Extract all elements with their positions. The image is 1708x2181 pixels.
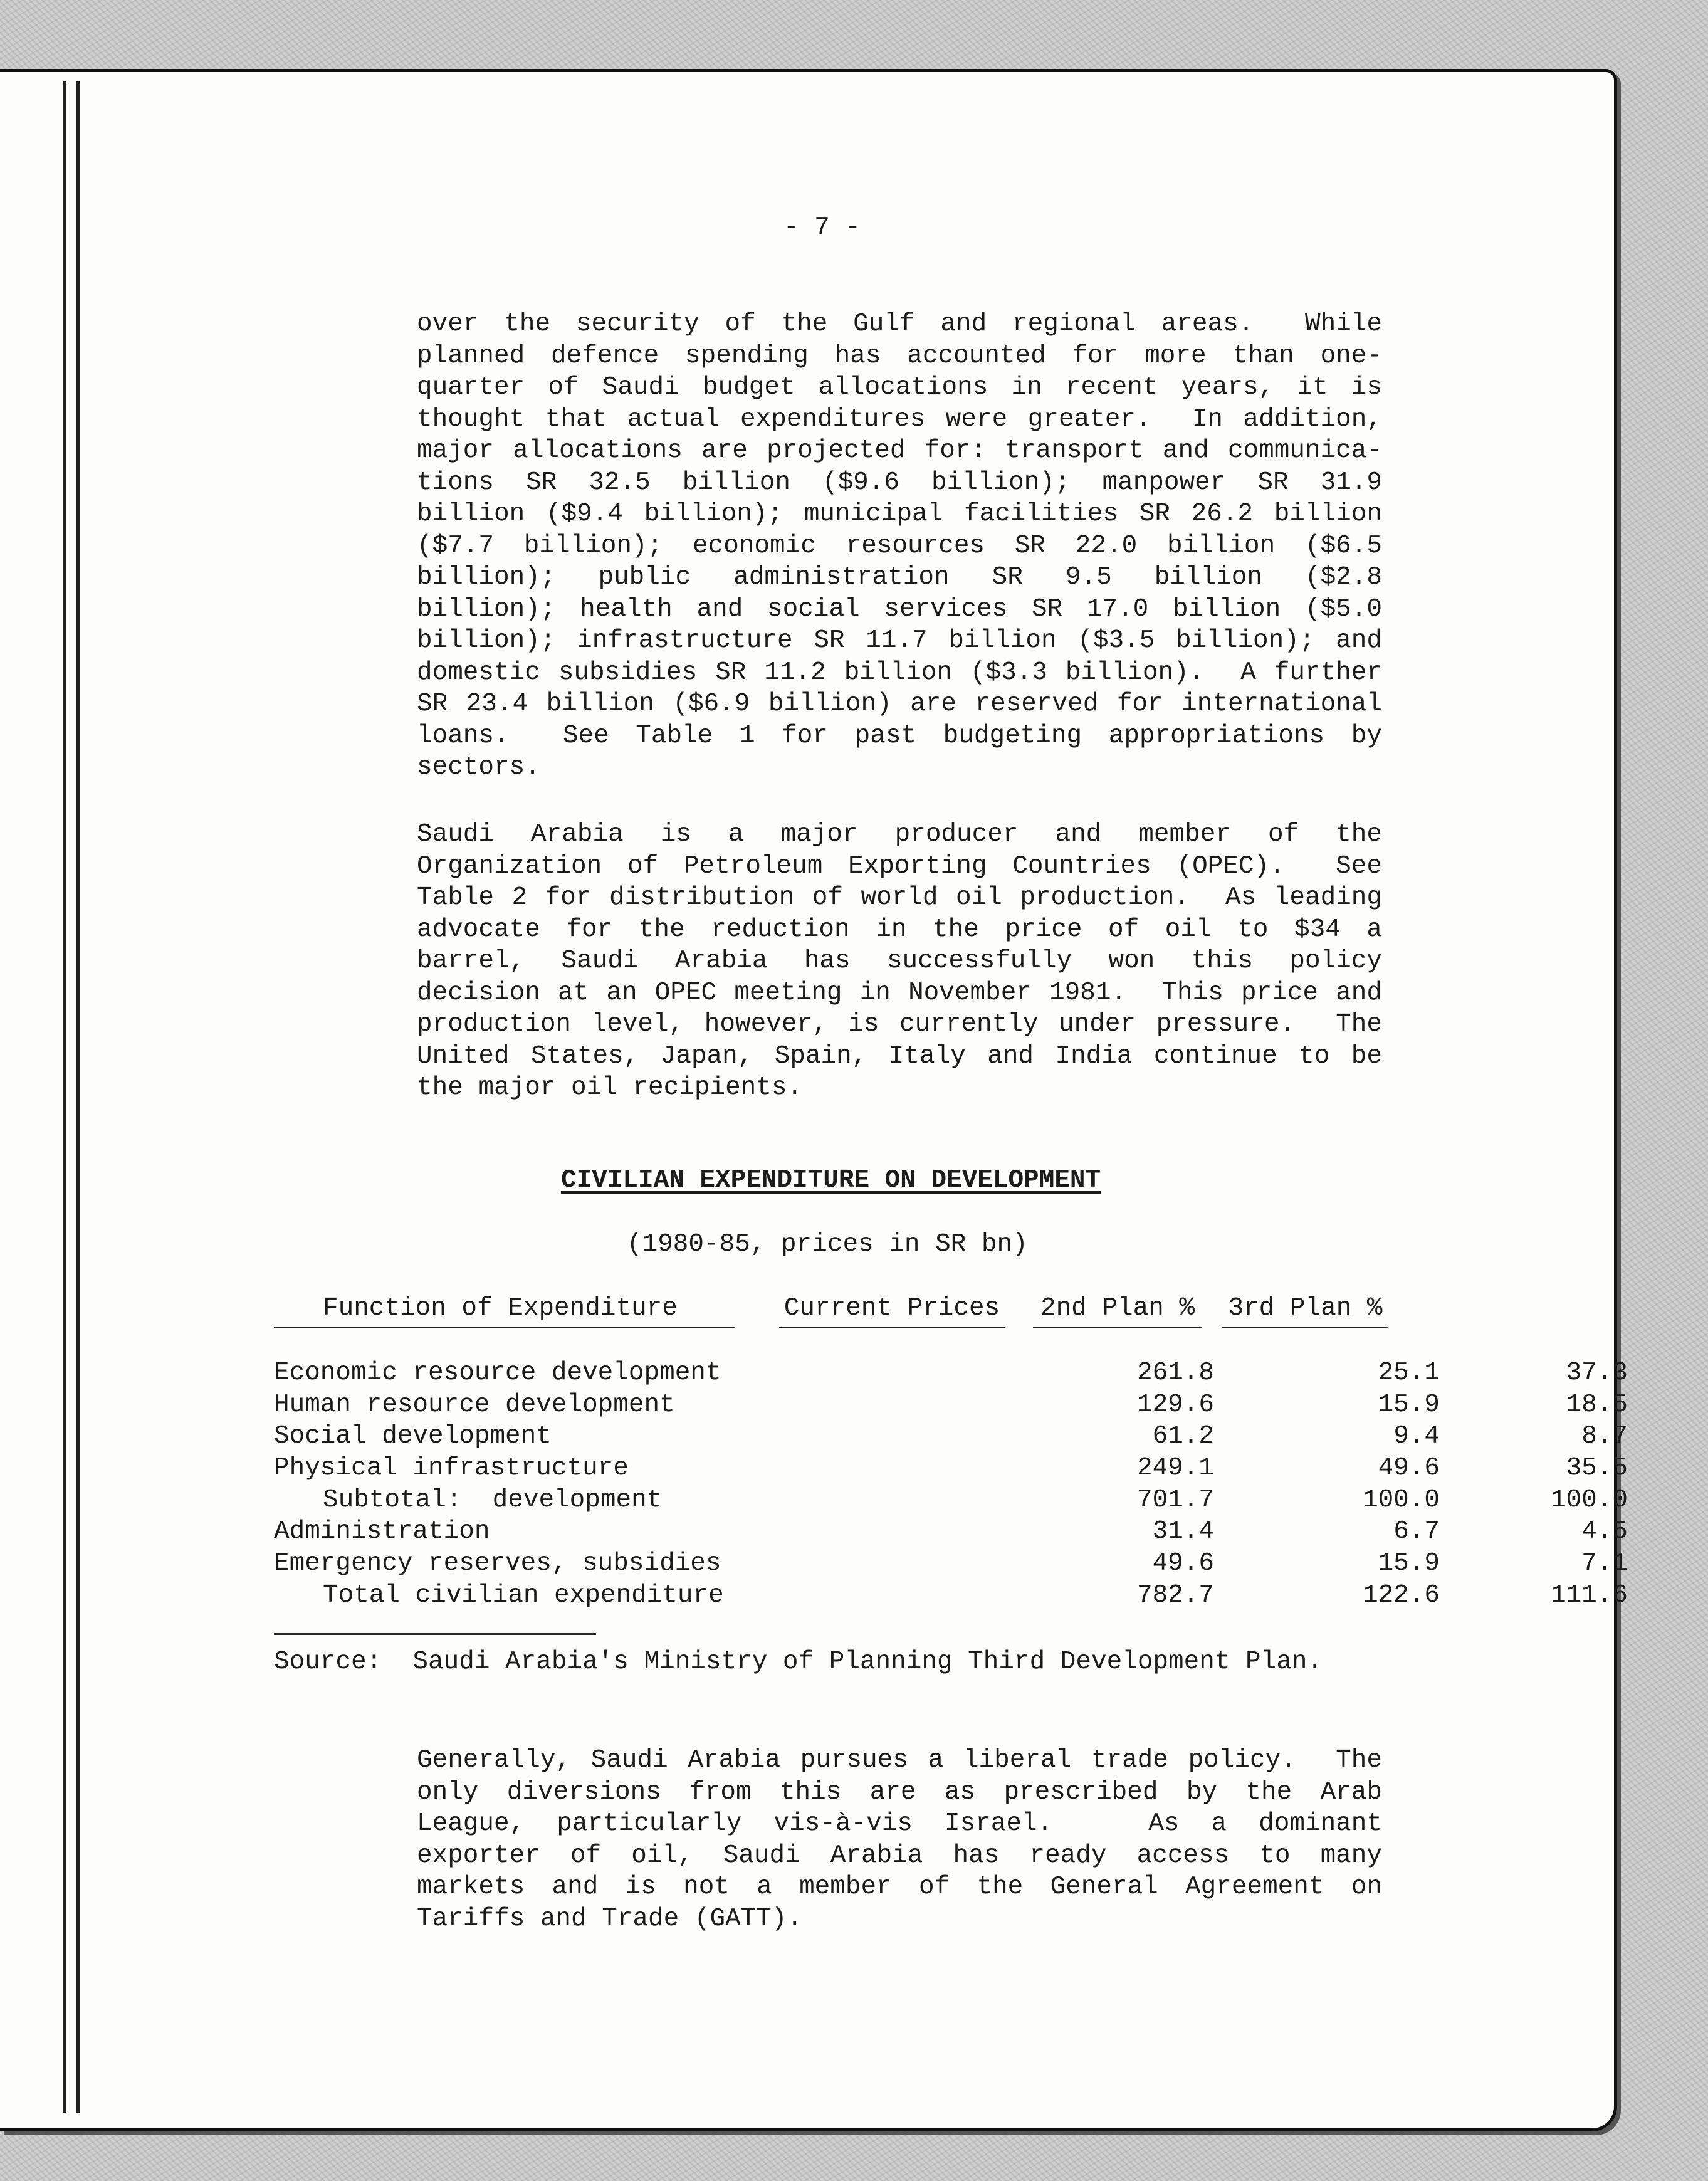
current-prices-cell: 129.6 <box>1136 1390 1214 1419</box>
paragraph-line: exporter of oil, Saudi Arabia has ready access to many <box>417 1841 1382 1870</box>
plan3-cell: 4.5 <box>1581 1517 1628 1547</box>
binding-line <box>63 81 66 2113</box>
paragraph-line: billion); health and social services SR 17.0 billion ($5.0 <box>417 594 1382 624</box>
page-number: - 7 - <box>783 213 861 242</box>
row-label: Emergency reserves, subsidies <box>274 1549 721 1579</box>
paragraph-line: Table 2 for distribution of world oil production. As leading <box>417 883 1382 912</box>
plan3-cell: 18.5 <box>1566 1390 1628 1419</box>
expenditure-table-body <box>274 1359 1628 1613</box>
binding-line <box>76 81 80 2113</box>
paragraph-line: SR 23.4 billion ($6.9 billion) are reserved for international <box>417 690 1382 718</box>
paragraph-line: Saudi Arabia is a major producer and member of the <box>417 820 1382 849</box>
paragraph-line: Tariffs and Trade (GATT). <box>417 1904 803 1933</box>
table-subtitle: (1980-85, prices in SR bn) <box>627 1230 1028 1259</box>
row-label: Administration <box>274 1517 490 1547</box>
table-row <box>274 1422 1628 1454</box>
current-prices-cell: 782.7 <box>1136 1580 1214 1610</box>
plan2-cell: 49.6 <box>1378 1454 1440 1483</box>
footnote-divider <box>274 1633 596 1635</box>
current-prices-cell: 49.6 <box>1152 1549 1214 1579</box>
table-row <box>274 1359 1628 1390</box>
current-prices-cell: 61.2 <box>1152 1422 1214 1451</box>
paragraph-line: advocate for the reduction in the price of oil to $34 a <box>417 915 1382 944</box>
paragraph-line: ($7.7 billion); economic resources SR 22.0 billion ($6.5 <box>417 531 1382 560</box>
paragraph-line: only diversions from this are as prescribed by the Arab <box>417 1777 1382 1807</box>
paragraph-opec <box>417 819 1382 1104</box>
paragraph-line: domestic subsidies SR 11.2 billion ($3.3 billion). A further <box>417 658 1382 687</box>
paragraph-line: barrel, Saudi Arabia has successfully won this policy <box>417 947 1382 975</box>
row-label: Economic resource development <box>274 1359 721 1387</box>
plan2-cell: 122.6 <box>1362 1580 1440 1610</box>
plan3-cell: 100.0 <box>1550 1485 1628 1515</box>
row-label: Physical infrastructure <box>274 1454 629 1483</box>
paragraph-line: quarter of Saudi budget allocations in recent years, it is <box>417 373 1382 402</box>
plan2-cell: 15.9 <box>1378 1549 1440 1579</box>
plan2-cell: 15.9 <box>1378 1390 1440 1419</box>
column-header-current-prices: Current Prices <box>779 1294 1005 1328</box>
paragraph-line: League, particularly vis-à-vis Israel. As a dominant <box>417 1809 1382 1838</box>
table-row <box>274 1549 1628 1581</box>
plan3-cell: 37.3 <box>1566 1359 1628 1387</box>
paragraph-line: Organization of Petroleum Exporting Countries (OPEC). See <box>417 851 1382 881</box>
table-title: CIVILIAN EXPENDITURE ON DEVELOPMENT <box>561 1166 1101 1195</box>
column-header-2nd-plan: 2nd Plan % <box>1033 1294 1202 1328</box>
paragraph-line: the major oil recipients. <box>417 1073 803 1102</box>
plan2-cell: 6.7 <box>1393 1517 1440 1547</box>
table-row <box>274 1454 1628 1486</box>
current-prices-cell: 701.7 <box>1136 1485 1214 1515</box>
current-prices-cell: 249.1 <box>1136 1454 1214 1483</box>
paragraph-line: billion); public administration SR 9.5 billion ($2.8 <box>417 563 1382 592</box>
paragraph-line: major allocations are projected for: transport and communica- <box>417 436 1382 465</box>
paragraph-line: production level, however, is currently under pressure. The <box>417 1010 1382 1039</box>
paragraph-line: billion ($9.4 billion); municipal facilities SR 26.2 billion <box>417 500 1382 528</box>
paragraph-line: United States, Japan, Spain, Italy and India continue to be <box>417 1041 1382 1071</box>
column-header-function: Function of Expenditure <box>274 1294 735 1328</box>
plan2-cell: 9.4 <box>1393 1422 1440 1451</box>
row-label: Social development <box>274 1422 552 1451</box>
paragraph-line: planned defence spending has accounted for more than one- <box>417 341 1382 371</box>
table-row <box>274 1390 1628 1422</box>
paragraph-line: thought that actual expenditures were greater. In addition, <box>417 404 1382 434</box>
paragraph-line: Generally, Saudi Arabia pursues a liberal trade policy. The <box>417 1746 1382 1775</box>
plan2-cell: 100.0 <box>1362 1485 1440 1515</box>
row-label: Total civilian expenditure <box>323 1580 724 1610</box>
plan3-cell: 35.5 <box>1566 1454 1628 1483</box>
plan3-cell: 8.7 <box>1581 1422 1628 1451</box>
paragraph-line: billion); infrastructure SR 11.7 billion ($3.5 billion); and <box>417 626 1382 655</box>
paragraph-line: sectors. <box>417 753 540 782</box>
table-row-subtotal <box>274 1485 1628 1518</box>
plan3-cell: 7.1 <box>1581 1549 1628 1579</box>
paragraph-line: markets and is not a member of the General Agreement on <box>417 1873 1382 1901</box>
table-row <box>274 1517 1628 1549</box>
paragraph-line: decision at an OPEC meeting in November 1981. This price and <box>417 978 1382 1007</box>
current-prices-cell: 31.4 <box>1152 1517 1214 1547</box>
plan3-cell: 111.6 <box>1550 1580 1628 1610</box>
paragraph-line: tions SR 32.5 billion ($9.6 billion); manpower SR 31.9 <box>417 468 1382 497</box>
paragraph-line: loans. See Table 1 for past budgeting appropriations by <box>417 721 1382 750</box>
paragraph-defence-allocations <box>417 308 1382 784</box>
current-prices-cell: 261.8 <box>1136 1359 1214 1387</box>
paragraph-line: over the security of the Gulf and regional areas. While <box>417 310 1382 339</box>
row-label: Human resource development <box>274 1390 675 1419</box>
column-header-3rd-plan: 3rd Plan % <box>1222 1294 1388 1328</box>
plan2-cell: 25.1 <box>1378 1359 1440 1387</box>
paragraph-trade-policy <box>417 1745 1382 1935</box>
row-label: Subtotal: development <box>323 1485 663 1515</box>
table-row-total <box>274 1580 1628 1613</box>
table-source-note: Source: Saudi Arabia's Ministry of Planning Third Development Plan. <box>274 1648 1323 1676</box>
